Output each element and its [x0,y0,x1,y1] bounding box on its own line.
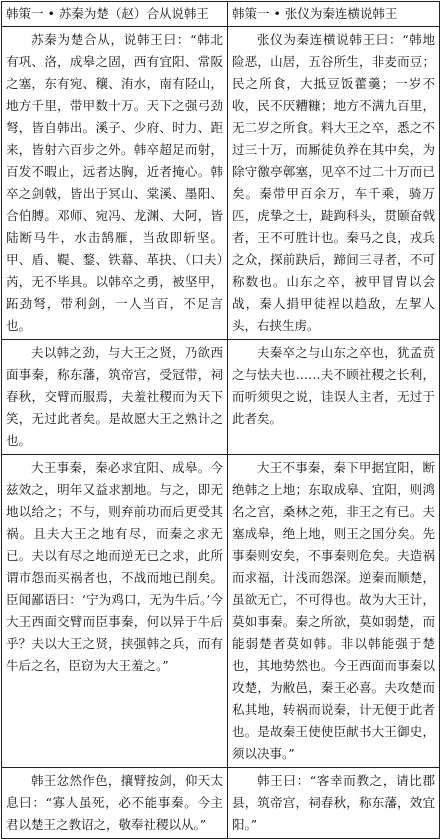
left-cell [2,455,228,768]
right-cell [228,768,440,839]
right-cell [228,455,440,768]
left-passage: 韩王忿然作色，攘臂按剑，仰天太息曰：“寡人虽死，必不能事秦。今主君以楚王之教诏之，敬奉社稷以从。” [6,773,223,832]
right-passage: 夫秦卒之与山东之卒也，犹孟贲之与怯夫也……夫不顾社稷之长利，而听须臾之说，诖误人主者，无过于此者矣。 [232,345,435,426]
right-passage: 大王不事秦，秦下甲据宜阳，断绝韩之上地；东取成皋、宜阳，则鸿名之宫，桑林之苑，非王之有已。夫塞成皋，绝上地，则王之国分矣。先事秦则安矣，不事秦则危矣。夫造祸而求福，计浅而怨深。逆秦而顺楚，虽欲无亡，不可得也。故为大王计，莫如事秦。秦之所欲，莫如弱楚，而能弱楚者莫如韩。非以韩能强于楚也，其地势然也。今王西面而事秦以攻楚，为敝邑，秦王必喜。夫攻楚而私其地，转祸而说秦，计无便于此者也。是故秦王使使臣献书大王御史，须以决事。” [232,460,435,761]
table-header-row [2,2,440,27]
table-row [2,27,440,340]
right-cell [228,340,440,455]
right-passage: 张仪为秦连横说韩王曰：“韩地险恶，山居，五谷所生，非麦而豆；民之所食，大抵豆饭藿羹；一岁不收，民不厌糟糠；地方不满九百里，无二岁之所食。料大王之卒，悉之不过三十万，而厮徒负养在其中矣，为除守徼亭鄣塞，见卒不过二十万而已矣。秦带甲百余万，车千乘，骑万匹，虎挚之士，跿跔科头，贯颐奋戟者，王不可胜计也。秦马之良，戎兵之众，探前趹后，蹄间三寻者，不可称数也。山东之卒，被甲冒胄以会战，秦人捐甲徒裎以趋敌，左挈人头，右挟生虏。 [232,32,435,333]
table-row [2,768,440,839]
right-cell [228,27,440,340]
left-passage: 夫以韩之劲，与大王之贤，乃欲西面事秦，称东藩，筑帝宫，受冠带，祠春秋，交臂而服焉，夫羞社稷而为天下笑，无过此者矣。是故愿大王之熟计之也。 [6,345,223,448]
right-passage: 韩王曰：“客幸而教之，请比郡县，筑帝宫，祠春秋，称东藩，效宜阳。” [232,773,435,832]
right-column-header: 韩策一 • 张仪为秦连横说韩王 [228,2,440,27]
left-cell [2,340,228,455]
left-passage: 苏秦为楚合从，说韩王曰：“韩北有巩、洛，成皋之固，西有宜阳、常阪之塞，东有宛、穰、洧水，南有陉山，地方千里，带甲数十万。天下之强弓劲弩，皆自韩出。溪子、少府、时力、距来，皆射六百步之外。韩卒超足而射，百发不暇止，远者达胸，近者掩心。韩卒之剑戟，皆出于冥山、棠溪、墨阳、合伯膊。邓师、宛冯、龙渊、大阿，皆陆断马牛，水击鹄雁，当敌即斩坚。甲、盾、鞮、鍪、铁幕、革抉、（口夫）芮，无不毕具。以韩卒之勇，被坚甲，跖劲弩，带利剑，一人当百，不足言也。 [6,32,223,333]
left-cell [2,768,228,839]
left-column-header: 韩策一 • 苏秦为楚（赵）合从说韩王 [2,2,228,27]
table-row [2,340,440,455]
left-cell [2,27,228,340]
table-row [2,455,440,768]
comparison-table [1,1,440,839]
left-passage: 大王事秦，秦必求宜阳、成皋。今兹效之，明年又益求割地。与之，即无地以给之；不与，则弃前功而后更受其祸。且夫大王之地有尽，而秦之求无已。夫以有尽之地而逆无已之求，此所谓市怨而买祸者也，不战而地已削矣。臣闻鄙语曰：‘宁为鸡口，无为牛后。’今大王西面交臂而臣事秦，何以异于牛后乎？夫以大王之贤，挟强韩之兵，而有牛后之名，臣窃为大王羞之。” [6,460,223,673]
